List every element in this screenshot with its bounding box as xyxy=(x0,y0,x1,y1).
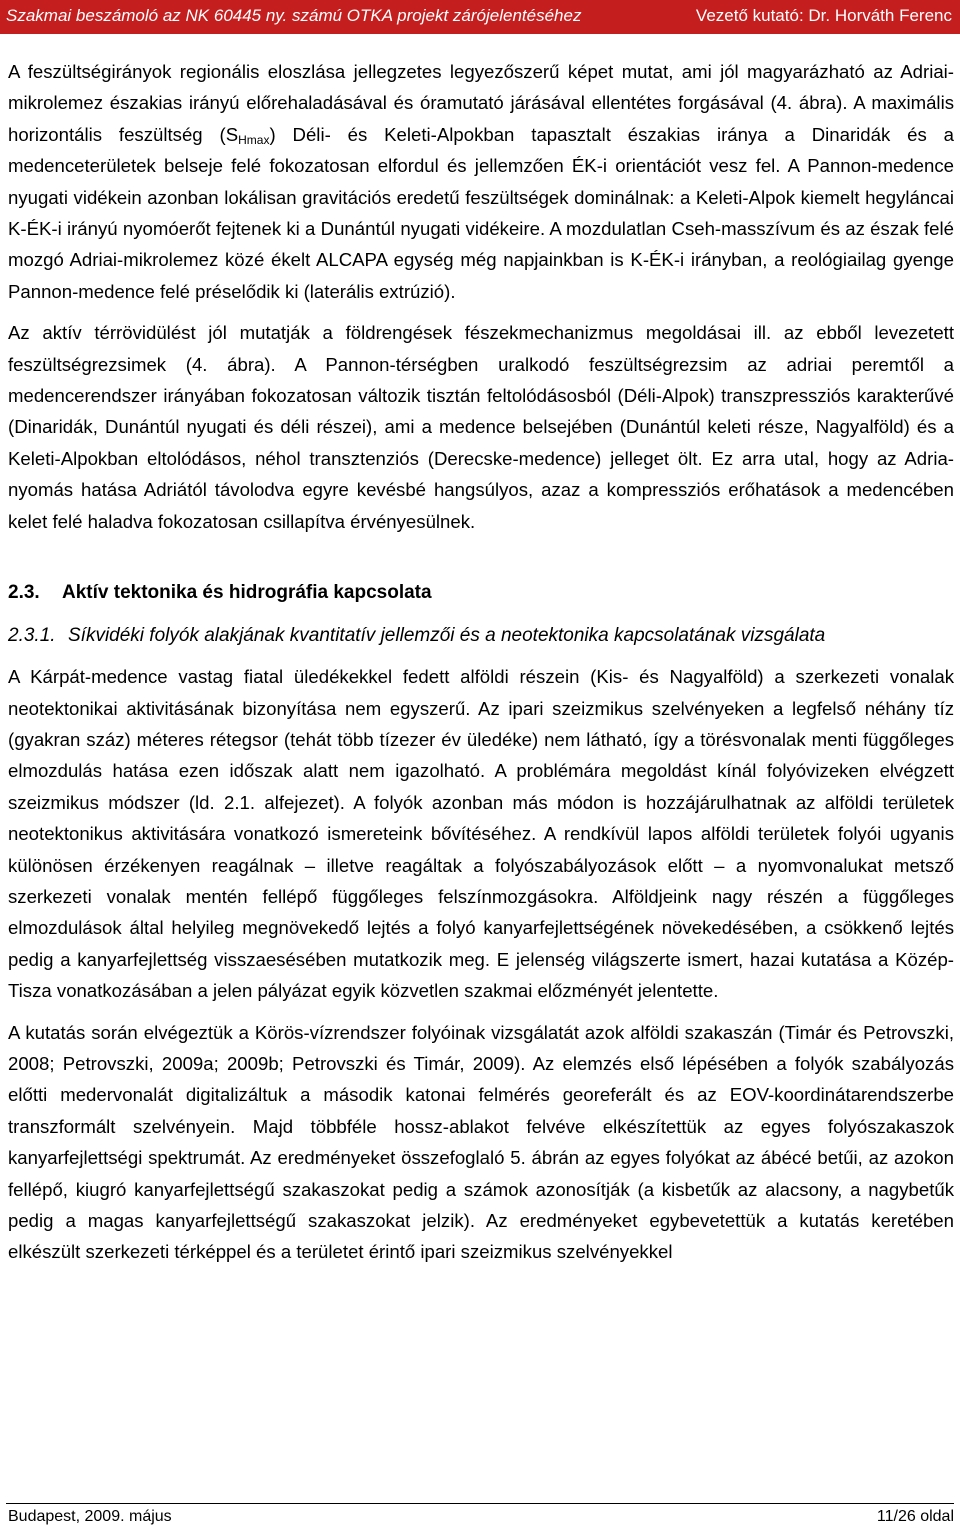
paragraph-neotectonics: A Kárpát-medence vastag fiatal üledékekkel fedett alföldi részein (Kis- és Nagyalföld) a szerkezeti vonalak neotektonikai aktivitásának bizonyítása nem egyszerű. Az ipari szeizmikus szelvényeken a legfelső néhány tíz (gyakran száz) méteres rétegsor (tehát több tízezer év üledéke) nem látható, így a törésvonalak menti függőleges elmozdulás hatása ezen időszak alatt nem igazolható. A problémára megoldást kínál folyóvizeken elvégzett szeizmikus módszer (ld. 2.1. alfejezet). A folyók azonban más módon is hozzájárulhatnak az alföldi területek neotektonikus aktivitására vonatkozó ismereteink bővítéséhez. A rendkívül lapos alföldi területek folyói ugyanis különösen érzékenyen reagálnak – illetve reagáltak a folyószabályozások előtt – a nyomvonalukat metsző szerkezeti vonalak mentén fellépő függőleges felszínmozgásokra. Alföldjeink nagy részén a függőleges elmozdulások által helyileg megnövekedő lejtés a folyó kanyarfejlettségének növekedésében, a csökkenő lejtés pedig a kanyarfejlettség visszaesésében mutatkozik meg. E jelenség világszerte ismert, hazai kutatása a Közép-Tisza vonatkozásában a jelen pályázat egyik közvetlen szakmai előzményét jelentette. xyxy=(8,666,954,1002)
footer-divider xyxy=(6,1503,954,1504)
page-header xyxy=(0,0,960,34)
paragraph-stress-regimes: Az aktív térrövidülést jól mutatják a földrengések fészekmechanizmus megoldásai ill. az ebből levezetett feszültségrezsimek (4. ábra). A Pannon-térségben uralkodó feszültségrezsim az adriai peremtől a medencerendszer irányában fokozatosan változik tisztán feltolódásosból (Déli-Alpok) transzpressziós karakterűvé (Dinaridák, Dunántúl nyugati és déli részei), ami a medence belsejében (Dunántúl keleti része, Nagyalföld) és a Keleti-Alpokban eltolódásos, néhol transztenziós (Derecske-medence) jelleget ölt. Ez arra utal, hogy az Adria-nyomás hatása Adriától távolodva egyre kevésbé hangsúlyos, azaz a kompressziós erőhatások a medencében kelet felé haladva fokozatosan csillapítva érvényesülnek. xyxy=(8,322,954,532)
document-body xyxy=(8,56,954,1268)
subsection-title: Síkvidéki folyók alakjának kvantitatív jellemzői és a neotektonika kapcsolatának vizsgálata xyxy=(68,625,826,647)
paragraph-text-part: ) Déli- és Keleti-Alpokban tapasztalt északias iránya a Dinaridák és a medenceterületek belseje felé fokozatosan elfordul és jellemzően ÉK-i orientációt vesz fel. A Pannon-medence nyugati vidékein azonban lokálisan gravitációs eredetű feszültségek dominálnak: a Keleti-Alpok kiemelt hegyláncai K-ÉK-i irányú nyomóerőt fejtenek ki a Dunántúl nyugati vidékeire. A mozdulatlan Cseh-masszívum és az észak felé mozgó Adriai-mikrolemez közé ékelt ALCAPA egység még napjainkban is K-ÉK-i irányban, a reológiailag gyenge Pannon-medence felé préselődik ki (laterális extrúzió). xyxy=(8,123,954,302)
header-project-title: Szakmai beszámoló az NK 60445 ny. számú OTKA projekt zárójelentéséhez xyxy=(6,6,582,25)
paragraph-koros-research: A kutatás során elvégeztük a Körös-vízrendszer folyóinak vizsgálatát azok alföldi szakaszán (Timár és Petrovszki, 2008; Petrovszki, 2009a; 2009b; Petrovszki és Timár, 2009). Az elemzés első lépésében a folyók szabályozás előtti medervonalát digitalizáltuk a második katonai felmérés georeferált és az EOV-koordinátarendszerbe transzformált szelvényein. Majd többféle hossz-ablakot felvéve elkészítettük az egyes folyószakaszok kanyarfejlettségi spektrumát. Az eredményeket összefoglaló 5. ábrán az egyes folyókat az ábécé betűi, az azokon fellépő, kiugró kanyarfejlettségű szakaszokat pedig a számok azonosítják (a kisbetűk az alacsony, a nagybetűk pedig a magas kanyarfejlettségű szakaszokat jelzik). Az eredményeket egybevetettük a kutatás keretében elkészült szerkezeti térképpel és a területet érintő ipari szeizmikus szelvényekkel xyxy=(8,1021,954,1263)
subsection-number: 2.3.1. xyxy=(8,625,56,647)
paragraph-text-part: A feszültségirányok regionális eloszlása jellegzetes legyezőszerű képet mutat, ami jól magyarázható az Adriai-mikrolemez északias irányú előrehaladásával és óramutató járásával ellentétes forgásával (4. ábra). A maximális horizontális feszültség (S xyxy=(8,61,954,145)
footer-date: Budapest, 2009. május xyxy=(8,1508,172,1525)
section-number: 2.3. xyxy=(8,582,40,604)
page-footer xyxy=(0,1503,960,1531)
section-heading xyxy=(8,580,954,606)
footer-page-number: 11/26 oldal xyxy=(876,1508,954,1525)
subsection-heading xyxy=(8,623,954,649)
header-lead-researcher: Vezető kutató: Dr. Horváth Ferenc xyxy=(695,6,952,25)
section-title: Aktív tektonika és hidrográfia kapcsolata xyxy=(62,582,432,604)
paragraph-stress-directions xyxy=(8,56,954,307)
subscript-hmax: Hmax xyxy=(238,132,270,147)
